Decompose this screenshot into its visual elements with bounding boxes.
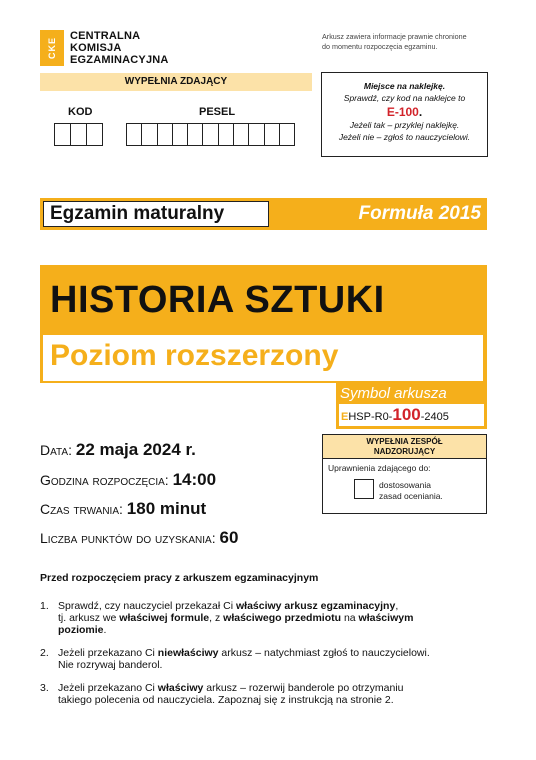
instruction-text: Sprawdź, czy nauczyciel przekazał Ci bbox=[58, 600, 236, 612]
candidate-header: WYPEŁNIA ZDAJĄCY bbox=[40, 73, 312, 91]
exam-band bbox=[40, 198, 487, 230]
pesel-cell[interactable] bbox=[202, 123, 218, 146]
instruction-text: takiego polecenia od nauczyciela. Zapoznaj się z instrukcją na stronie 2. bbox=[58, 694, 394, 706]
date-line bbox=[40, 440, 196, 460]
instruction-text: arkusz – natychmiast zgłoś to nauczycielowi. bbox=[218, 647, 430, 659]
pesel-cell[interactable] bbox=[264, 123, 280, 146]
duration-value: 180 minut bbox=[126, 499, 207, 518]
instruction-text: Jeżeli przekazano Ci bbox=[58, 682, 158, 694]
points-value: 60 bbox=[219, 528, 239, 547]
sticker-title: Miejsce na naklejkę. bbox=[363, 81, 446, 91]
instruction-text: tj. arkusz we bbox=[58, 612, 120, 624]
pesel-cell[interactable] bbox=[157, 123, 173, 146]
instruction-bold: właściwej formule bbox=[119, 612, 210, 624]
instruction-number: 1. bbox=[40, 600, 49, 612]
sticker-line3: Jeżeli nie – zgłoś to nauczycielowi. bbox=[338, 131, 471, 142]
adjustment-note bbox=[379, 480, 443, 502]
kod-input[interactable] bbox=[54, 123, 102, 146]
symbol-number: 100 bbox=[392, 405, 421, 424]
instruction-text: , bbox=[395, 600, 399, 612]
points-label: Liczba punktów do uzyskania: bbox=[40, 530, 220, 546]
instruction-bold: niewłaściwy bbox=[157, 647, 219, 659]
org-name-line3: EGZAMINACYJNA bbox=[70, 54, 169, 66]
sticker-code-value: E-100 bbox=[386, 105, 419, 119]
adjustment-note-line2: zasad oceniania. bbox=[379, 491, 443, 501]
sticker-code-suffix: . bbox=[418, 105, 423, 119]
pesel-cell[interactable] bbox=[187, 123, 203, 146]
instruction-item bbox=[40, 647, 490, 671]
exam-formula: Formuła 2015 bbox=[358, 203, 481, 224]
level-text: Poziom rozszerzony bbox=[50, 339, 339, 372]
instruction-item bbox=[40, 682, 490, 706]
pesel-cell[interactable] bbox=[141, 123, 157, 146]
pesel-cell[interactable] bbox=[279, 123, 295, 146]
sticker-placeholder bbox=[321, 72, 488, 157]
instruction-text: Jeżeli przekazano Ci bbox=[58, 647, 158, 659]
confidential-line2: do momentu rozpoczęcia egzaminu. bbox=[322, 42, 438, 51]
points-line bbox=[40, 528, 238, 548]
date-value: 22 maja 2024 r. bbox=[75, 440, 196, 459]
symbol-code bbox=[339, 404, 484, 426]
symbol-prefix: E bbox=[341, 411, 349, 423]
instruction-bold: właściwego przedmiotu bbox=[223, 612, 342, 624]
pesel-input[interactable] bbox=[126, 123, 294, 146]
start-line bbox=[40, 470, 216, 490]
pesel-cell[interactable] bbox=[248, 123, 264, 146]
supervisor-header bbox=[323, 435, 486, 459]
pesel-label: PESEL bbox=[199, 106, 236, 118]
duration-label: Czas trwania: bbox=[40, 501, 127, 517]
instruction-item bbox=[40, 600, 490, 636]
confidential-notice bbox=[322, 32, 512, 52]
instruction-number: 3. bbox=[40, 682, 49, 694]
org-name bbox=[70, 30, 169, 66]
instruction-bold: poziomie bbox=[58, 624, 104, 636]
instructions-title: Przed rozpoczęciem pracy z arkuszem egzaminacyjnym bbox=[40, 572, 319, 584]
adjustment-checkbox[interactable] bbox=[354, 479, 374, 499]
org-name-line2: KOMISJA bbox=[70, 42, 122, 54]
instruction-bold: właściwym bbox=[358, 612, 414, 624]
pesel-cell[interactable] bbox=[126, 123, 142, 146]
instruction-bold: właściwy bbox=[157, 682, 204, 694]
kod-label: KOD bbox=[68, 106, 93, 118]
symbol-suffix: -2405 bbox=[420, 411, 449, 423]
cke-logo bbox=[40, 30, 169, 66]
date-label: Data: bbox=[40, 442, 76, 458]
kod-cell[interactable] bbox=[70, 123, 87, 146]
sticker-line1: Sprawdź, czy kod na naklejce to bbox=[343, 92, 466, 103]
supervisor-header-line2: NADZORUJĄCY bbox=[373, 447, 436, 456]
start-value: 14:00 bbox=[172, 470, 217, 489]
start-label: Godzina rozpoczęcia: bbox=[40, 472, 173, 488]
cke-logo-mark bbox=[40, 30, 64, 66]
sticker-line2: Jeżeli tak – przyklej naklejkę. bbox=[349, 120, 460, 130]
pesel-cell[interactable] bbox=[218, 123, 234, 146]
confidential-line1: Arkusz zawiera informacje prawnie chronione bbox=[322, 32, 467, 41]
exam-type: Egzamin maturalny bbox=[43, 201, 269, 227]
kod-cell[interactable] bbox=[86, 123, 103, 146]
duration-line bbox=[40, 499, 206, 519]
symbol-label: Symbol arkusza bbox=[340, 385, 447, 402]
instruction-text: Nie rozrywaj banderol. bbox=[58, 659, 163, 671]
supervisor-header-line1: WYPEŁNIA ZESPÓŁ bbox=[366, 437, 443, 446]
instruction-number: 2. bbox=[40, 647, 49, 659]
instruction-text: , z bbox=[209, 612, 224, 624]
sticker-code bbox=[322, 104, 487, 120]
adjustment-note-line1: dostosowania bbox=[379, 480, 431, 490]
instruction-text: na bbox=[341, 612, 359, 624]
symbol-box bbox=[336, 383, 487, 429]
subject-block bbox=[40, 265, 487, 383]
subject-title: HISTORIA SZTUKI bbox=[50, 279, 385, 321]
instruction-bold: właściwy arkusz egzaminacyjny bbox=[235, 600, 396, 612]
supervisor-text: Uprawnienia zdającego do: bbox=[328, 463, 431, 473]
supervisor-box bbox=[322, 434, 487, 514]
pesel-cell[interactable] bbox=[233, 123, 249, 146]
instruction-text: arkusz – rozerwij banderole po otrzymaniu bbox=[203, 682, 404, 694]
kod-cell[interactable] bbox=[54, 123, 71, 146]
logo-mark-text: CKE bbox=[47, 36, 57, 59]
pesel-cell[interactable] bbox=[172, 123, 188, 146]
org-name-line1: CENTRALNA bbox=[70, 30, 141, 42]
symbol-mid: HSP-R0- bbox=[348, 411, 393, 423]
instruction-text: . bbox=[103, 624, 107, 636]
level-box bbox=[43, 335, 483, 381]
